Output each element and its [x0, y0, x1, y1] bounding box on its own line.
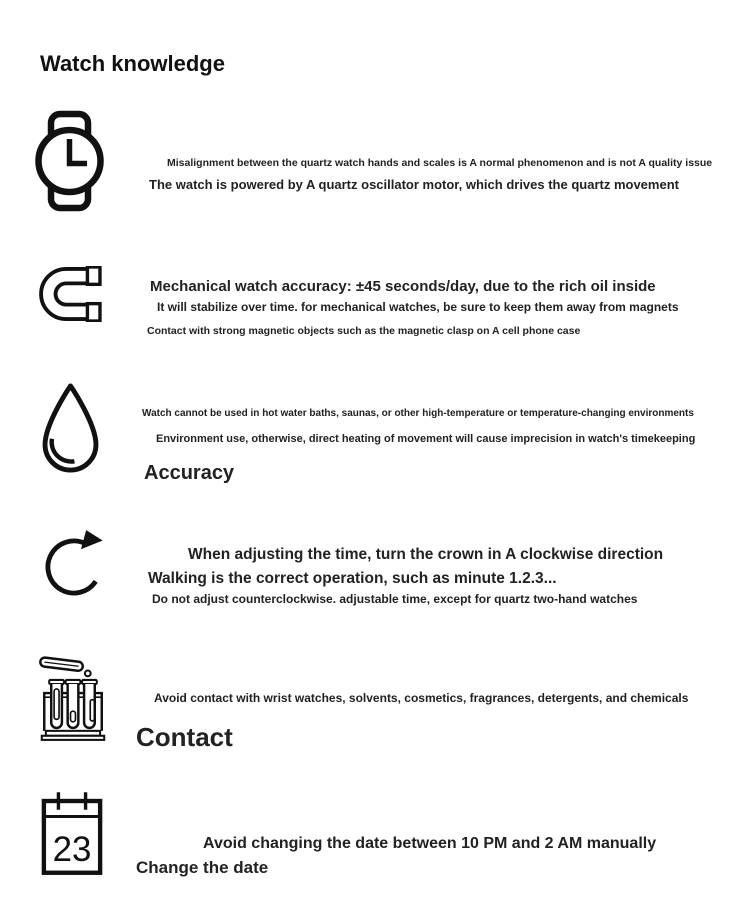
magnet-contact-note: Contact with strong magnetic objects such as the magnetic clasp on A cell phone case	[147, 324, 581, 337]
counterclockwise-warning-note: Do not adjust counterclockwise. adjustable time, except for quartz two-hand watches	[152, 592, 638, 606]
quartz-movement-heading: The watch is powered by A quartz oscillator motor, which drives the quartz movement	[149, 177, 679, 192]
clockwise-arrow-icon	[41, 527, 107, 601]
page-title: Watch knowledge	[40, 50, 225, 76]
walking-operation-heading: Walking is the correct operation, such as minute 1.2.3...	[148, 569, 557, 587]
magnet-icon	[39, 266, 103, 322]
wristwatch-icon	[33, 110, 105, 212]
magnet-accuracy-heading: Mechanical watch accuracy: ±45 seconds/day, due to the rich oil inside	[150, 278, 656, 295]
quartz-misalignment-note: Misalignment between the quartz watch hands and scales is A normal phenomenon and is not A quality issue	[167, 156, 713, 169]
calendar-icon	[40, 789, 104, 877]
water-drop-icon	[38, 381, 103, 475]
accuracy-heading: Accuracy	[144, 462, 235, 484]
chemicals-warning-note: Avoid contact with wrist watches, solvents, cosmetics, fragrances, detergents, and chemicals	[154, 691, 689, 705]
test-tubes-icon	[36, 652, 110, 744]
environment-heating-note: Environment use, otherwise, direct heating of movement will cause imprecision in watch's timekeeping	[156, 433, 696, 445]
contact-heading: Contact	[136, 722, 233, 752]
change-date-heading: Change the date	[136, 858, 269, 877]
date-change-warning-heading: Avoid changing the date between 10 PM and 2 AM manually	[203, 835, 657, 852]
crown-clockwise-heading: When adjusting the time, turn the crown in A clockwise direction	[188, 545, 664, 563]
calendar-day-number: 23	[52, 830, 92, 870]
magnet-stabilize-note: It will stabilize over time. for mechanical watches, be sure to keep them away from magnets	[157, 300, 679, 314]
hot-water-warning-note: Watch cannot be used in hot water baths, saunas, or other high-temperature or temperature-changing environments	[142, 408, 694, 419]
